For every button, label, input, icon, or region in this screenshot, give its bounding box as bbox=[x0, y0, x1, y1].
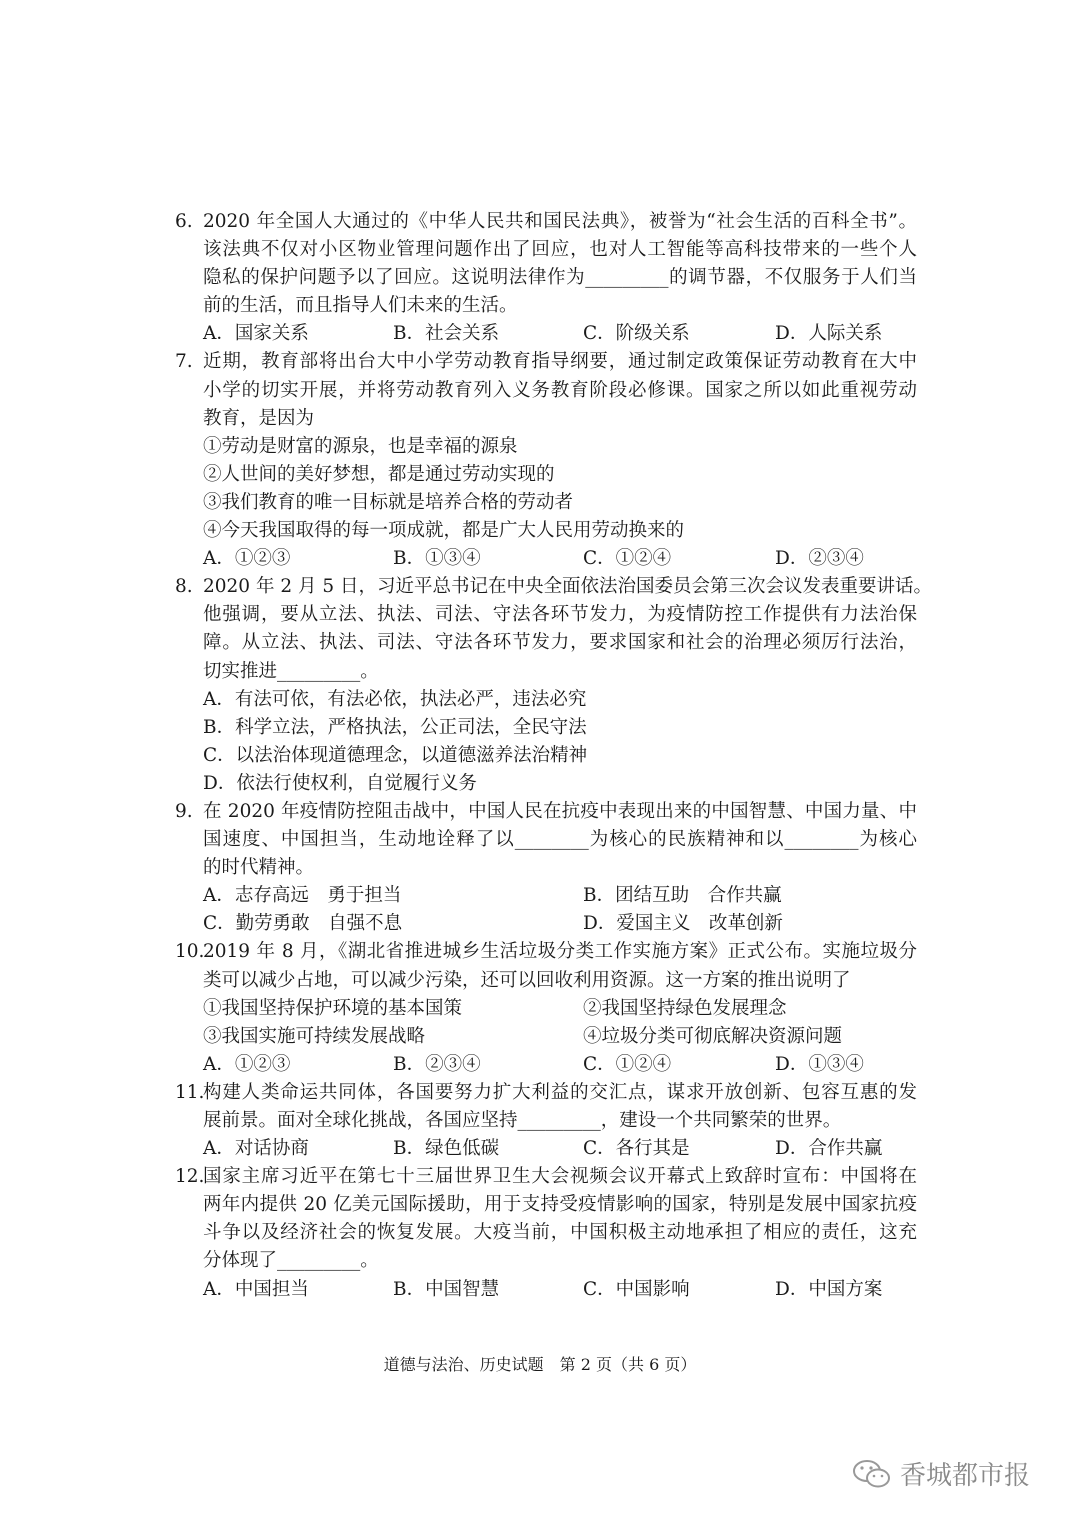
question-line bbox=[175, 348, 917, 376]
question bbox=[175, 938, 917, 1078]
answer-option: A．①②③ bbox=[203, 1053, 291, 1075]
answer-option: C．各行其是 bbox=[583, 1138, 690, 1160]
question bbox=[175, 798, 917, 938]
question-text: 两年内提供 20 亿美元国际援助，用于支持受疫情影响的国家，特别是发展中国家抗疫 bbox=[203, 1194, 917, 1216]
question-number: 7. bbox=[175, 351, 193, 373]
wechat-icon bbox=[852, 1458, 892, 1490]
answer-option: D．②③④ bbox=[775, 548, 864, 570]
watermark-text: 香城都市报 bbox=[900, 1461, 1031, 1491]
statement: ④垃圾分类可彻底解决资源问题 bbox=[583, 1025, 843, 1047]
answer-option: C．阶级关系 bbox=[583, 323, 690, 345]
options-row bbox=[175, 545, 917, 573]
statement: ②我国坚持绿色发展理念 bbox=[583, 997, 787, 1019]
question-line bbox=[175, 377, 917, 405]
answer-option: D．①③④ bbox=[775, 1053, 864, 1075]
answer-option bbox=[175, 714, 917, 742]
question bbox=[175, 1163, 917, 1303]
answer-option: B．绿色低碳 bbox=[393, 1138, 500, 1160]
answer-option: C．①②④ bbox=[583, 1053, 672, 1075]
question-line bbox=[175, 854, 917, 882]
statement bbox=[175, 489, 917, 517]
question-line bbox=[175, 967, 917, 995]
question-line bbox=[175, 208, 917, 236]
page-footer: 道德与法治、历史试题 第 2 页（共 6 页） bbox=[383, 1355, 697, 1374]
answer-option: B．社会关系 bbox=[393, 323, 500, 345]
question-line bbox=[175, 601, 917, 629]
question-text: 隐私的保护问题予以了回应。这说明法律作为_________的调节器，不仅服务于人们当 bbox=[203, 267, 917, 289]
question bbox=[175, 208, 917, 348]
question-text: 展前景。面对全球化挑战，各国应坚持_________，建设一个共同繁荣的世界。 bbox=[203, 1110, 842, 1131]
answer-option: D．爱国主义 改革创新 bbox=[583, 913, 783, 935]
answer-option: D．合作共赢 bbox=[775, 1138, 883, 1160]
options-row bbox=[175, 1135, 917, 1163]
question-line bbox=[175, 1247, 917, 1275]
options-row bbox=[175, 1276, 917, 1304]
answer-option bbox=[175, 742, 917, 770]
question-text: 切实推进_________。 bbox=[203, 660, 379, 682]
question-text: 在 2020 年疫情防控阻击战中，中国人民在抗疫中表现出来的中国智慧、中国力量、中 bbox=[203, 800, 917, 822]
answer-option: C．①②④ bbox=[583, 548, 672, 570]
question-number: 10. bbox=[175, 941, 205, 963]
question-line bbox=[175, 658, 917, 686]
exam-page bbox=[175, 208, 933, 1304]
answer-option: D．人际关系 bbox=[775, 323, 883, 345]
options-row bbox=[175, 1051, 917, 1079]
question-text: 斗争以及经济社会的恢复发展。大疫当前，中国积极主动地承担了相应的责任，这充 bbox=[203, 1222, 917, 1244]
question-line bbox=[175, 236, 917, 264]
question-text: 国家主席习近平在第七十三届世界卫生大会视频会议开幕式上致辞时宣布：中国将在 bbox=[203, 1166, 917, 1188]
question-line bbox=[175, 629, 917, 657]
question-text: 该法典不仅对小区物业管理问题作出了回应，也对人工智能等高科技带来的一些个人 bbox=[203, 239, 917, 261]
statement bbox=[175, 517, 917, 545]
question-number: 12. bbox=[175, 1166, 205, 1188]
question-text: 障。从立法、执法、司法、守法各环节发力，要求国家和社会的治理必须厉行法治， bbox=[203, 632, 917, 654]
answer-option: B．团结互助 合作共赢 bbox=[583, 885, 782, 907]
answer-option: D．中国方案 bbox=[775, 1278, 883, 1300]
question-text: 国速度、中国担当，生动地诠释了以________为核心的民族精神和以________为核心 bbox=[203, 829, 917, 851]
question-line bbox=[175, 938, 917, 966]
question-text: 分体现了_________。 bbox=[203, 1250, 379, 1272]
question-text: 构建人类命运共同体，各国要努力扩大利益的交汇点，谋求开放创新、包容互惠的发 bbox=[203, 1081, 917, 1103]
answer-option: C．中国影响 bbox=[583, 1278, 690, 1300]
question-text: 近期，教育部将出台大中小学劳动教育指导纲要，通过制定政策保证劳动教育在大中 bbox=[203, 351, 917, 373]
question-line bbox=[175, 798, 917, 826]
answer-option: A．对话协商 bbox=[203, 1138, 309, 1160]
question-text: 教育，是因为 bbox=[203, 407, 315, 429]
answer-option-text: B．科学立法，严格执法，公正司法，全民守法 bbox=[203, 716, 587, 738]
question bbox=[175, 573, 933, 798]
question-text: 他强调，要从立法、执法、司法、守法各环节发力，为疫情防控工作提供有力法治保 bbox=[203, 604, 917, 626]
question-number: 6. bbox=[175, 211, 193, 232]
statement-text: ④今天我国取得的每一项成就，都是广大人民用劳动换来的 bbox=[203, 520, 685, 542]
question-text: 2019 年 8 月，《湖北省推进城乡生活垃圾分类工作实施方案》正式公布。实施垃圾分 bbox=[203, 941, 917, 963]
question-text: 小学的切实开展，并将劳动教育列入义务教育阶段必修课。国家之所以如此重视劳动 bbox=[203, 379, 917, 401]
options-row bbox=[175, 910, 917, 938]
statement bbox=[175, 433, 917, 461]
question-number: 9. bbox=[175, 800, 193, 822]
options-row bbox=[175, 320, 917, 348]
question-text: 2020 年全国人大通过的《中华人民共和国民法典》，被誉为“社会生活的百科全书”。 bbox=[203, 211, 917, 232]
answer-option bbox=[175, 686, 917, 714]
question-line bbox=[175, 573, 933, 601]
statement-text: ③我们教育的唯一目标就是培养合格的劳动者 bbox=[203, 491, 574, 513]
statement-text: ②人世间的美好梦想，都是通过劳动实现的 bbox=[203, 463, 555, 485]
statement: ③我国实施可持续发展战略 bbox=[203, 1025, 426, 1047]
answer-option: A．国家关系 bbox=[203, 323, 309, 345]
watermark bbox=[852, 1455, 1030, 1492]
question-line bbox=[175, 405, 917, 433]
answer-option: B．中国智慧 bbox=[393, 1278, 500, 1300]
answer-option: B．②③④ bbox=[393, 1053, 481, 1075]
question bbox=[175, 348, 917, 573]
statement: ①我国坚持保护环境的基本国策 bbox=[203, 997, 463, 1019]
question-line bbox=[175, 264, 917, 292]
question-line bbox=[175, 1191, 917, 1219]
question-line bbox=[175, 1079, 917, 1107]
answer-option-text: A．有法可依，有法必依，执法必严，违法必究 bbox=[203, 688, 587, 710]
answer-option-text: C．以法治体现道德理念，以道德滋养法治精神 bbox=[203, 744, 588, 766]
options-row bbox=[175, 882, 917, 910]
question-number: 11. bbox=[175, 1081, 205, 1103]
question-line bbox=[175, 292, 917, 320]
question-line bbox=[175, 826, 917, 854]
statement-row bbox=[175, 1023, 917, 1051]
answer-option-text: D．依法行使权利，自觉履行义务 bbox=[203, 772, 477, 794]
statement-text: ①劳动是财富的源泉，也是幸福的源泉 bbox=[203, 435, 518, 457]
question-text: 前的生活，而且指导人们未来的生活。 bbox=[203, 295, 518, 317]
question-line bbox=[175, 1163, 917, 1191]
answer-option: B．①③④ bbox=[393, 548, 481, 570]
question-line bbox=[175, 1219, 917, 1247]
answer-option: A．中国担当 bbox=[203, 1278, 309, 1300]
question-line bbox=[175, 1107, 917, 1135]
answer-option bbox=[175, 770, 917, 798]
question bbox=[175, 1079, 917, 1163]
answer-option: C．勤劳勇敢 自强不息 bbox=[203, 913, 403, 935]
question-text: 的时代精神。 bbox=[203, 857, 315, 879]
answer-option: A．①②③ bbox=[203, 548, 291, 570]
question-text: 2020 年 2 月 5 日，习近平总书记在中央全面依法治国委员会第三次会议发表重要讲话。 bbox=[203, 576, 933, 598]
question-number: 8. bbox=[175, 576, 193, 598]
question-text: 类可以减少占地，可以减少污染，还可以回收利用资源。这一方案的推出说明了 bbox=[203, 969, 851, 991]
statement bbox=[175, 461, 917, 489]
statement-row bbox=[175, 995, 917, 1023]
answer-option: A．志存高远 勇于担当 bbox=[203, 885, 402, 907]
